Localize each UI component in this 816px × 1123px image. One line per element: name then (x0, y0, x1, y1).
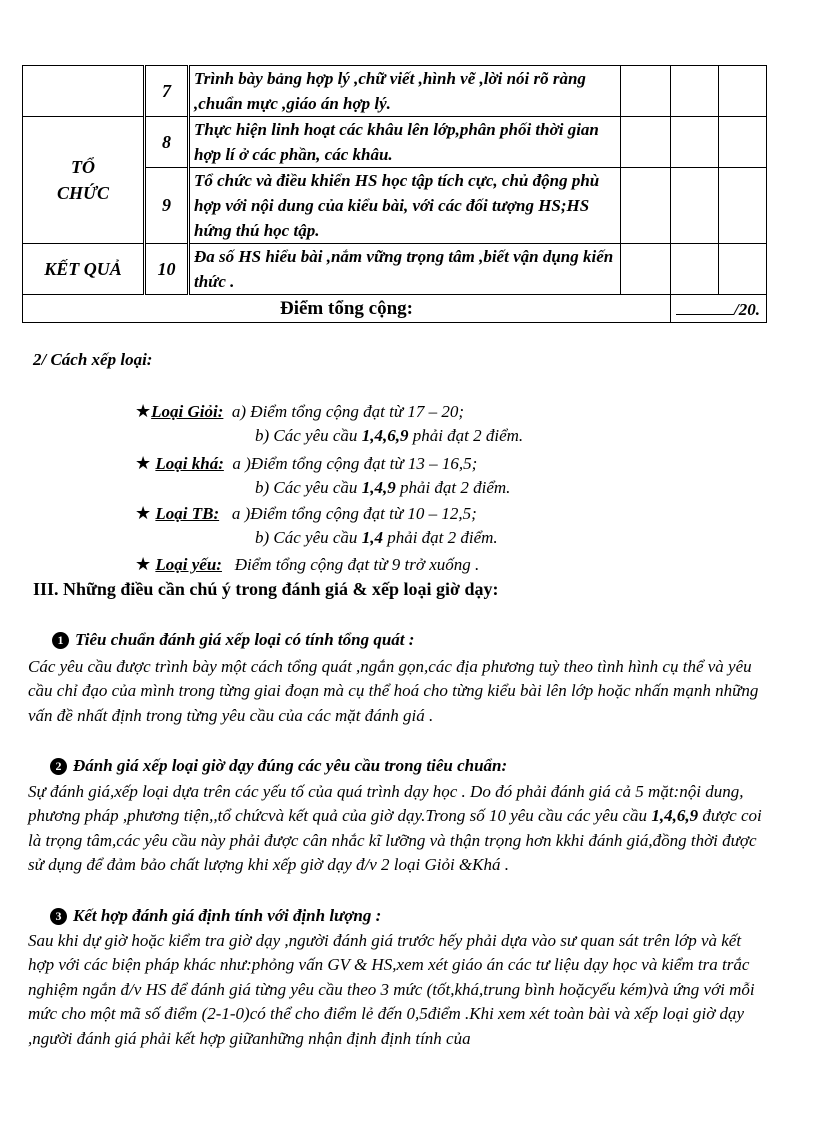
criterion-tb (135, 503, 477, 524)
note-title-text: Tiêu chuẩn đánh giá xếp loại có tính tổng quát : (75, 630, 415, 649)
note-1-body: Các yêu cầu được trình bày một cách tổng quát ,ngắn gọn,các địa phương tuỳ theo tình hình cụ thể và yêu cầu chỉ đạo của mình trong từng giai đoạn mà cụ thể hoá cho từng kiểu bài lên lớp hoặc nhấn mạnh những vấn đề nhất định trong từng yêu cầu của các mặt đánh giá . (28, 657, 759, 725)
note-2-text: được coi là trọng tâm,các yêu cầu này phải được cân nhắc kĩ lưỡng và thận trọng hơn kkhi đánh giá,đồng thời được sử dụng để đảm bảo chất lượng khi xếp giờ dạy đ/v 2 loại Giỏi &Khá . (28, 806, 762, 875)
requirement-text: Tổ chức và điều khiển HS học tập tích cực, chủ động phù hợp với nội dung của kiểu bài, với các đối tượng HS;HS hứng thú học tập. (189, 168, 621, 244)
criterion-a: a )Điểm tổng cộng đạt từ 13 – 16,5; (232, 454, 478, 473)
bullet-3-icon: 3 (50, 908, 67, 925)
category-cell: KẾT QUẢ (23, 244, 145, 295)
requirement-text: Thực hiện linh hoạt các khâu lên lớp,phân phối thời gian hợp lí ở các phần, các khâu. (189, 117, 621, 168)
score-cell (621, 244, 671, 295)
note-2-bold: 1,4,6,9 (651, 806, 699, 826)
criterion-b-text: phải đạt 2 điểm. (395, 478, 511, 497)
table-row (23, 66, 767, 117)
note-title-text: Kết hợp đánh giá định tính với định lượng : (73, 906, 382, 925)
total-score (671, 295, 767, 323)
criterion-gioi-b (255, 426, 523, 446)
score-cell (671, 244, 719, 295)
note-3-title (50, 906, 381, 926)
star-icon: ★ (135, 554, 152, 574)
criterion-a: a )Điểm tổng cộng đạt từ 10 – 12,5; (231, 504, 477, 523)
category-cell (23, 66, 145, 117)
criterion-b-bold: 1,4,9 (361, 478, 396, 497)
total-label: Điểm tổng cộng: (23, 295, 671, 323)
criterion-label: Loại Giỏi: (151, 402, 224, 421)
criterion-tb-b (255, 528, 498, 548)
criterion-label: Loại yếu: (155, 555, 222, 574)
criterion-b-bold: 1,4 (361, 528, 383, 547)
score-cell (719, 244, 767, 295)
criterion-b-text: b) Các yêu cầu (255, 478, 362, 497)
section-3-title: III. Những điều cần chú ý trong đánh giá & xếp loại giờ dạy: (33, 579, 499, 599)
criterion-kha-b (255, 478, 510, 498)
table-row (23, 244, 767, 295)
requirement-number: 7 (145, 66, 189, 117)
note-2-title (50, 756, 507, 776)
criterion-b-text: b) Các yêu cầu (255, 426, 362, 445)
criterion-b-text: phải đạt 2 điểm. (408, 426, 524, 445)
bullet-1-icon: 1 (52, 632, 69, 649)
category-cell-to-chuc (23, 117, 145, 244)
requirement-number: 10 (145, 244, 189, 295)
score-cell (719, 66, 767, 117)
star-icon: ★ (135, 401, 152, 421)
criterion-label: Loại khá: (155, 454, 224, 473)
score-cell (719, 117, 767, 168)
criterion-b-text: b) Các yêu cầu (255, 528, 362, 547)
category-label: TỔ CHỨC (57, 157, 109, 203)
total-score-blank (676, 298, 734, 315)
note-1-title (52, 630, 414, 650)
requirement-number: 8 (145, 117, 189, 168)
criterion-gioi (135, 401, 464, 422)
criterion-kha (135, 453, 477, 474)
star-icon: ★ (135, 503, 152, 523)
score-cell (671, 66, 719, 117)
note-2-body (28, 780, 763, 878)
evaluation-table (22, 65, 767, 323)
total-row (23, 295, 767, 323)
note-2-text: Sự đánh giá,xếp loại dựa trên các yếu tố của quá trình dạy học . Do đó phải đánh giá cả 5 mặt:nội dung, phương pháp ,phương tiện,,tổ chứcvà kết quả của giờ dạy.Trong số 10 yêu cầu các yêu cầu (28, 782, 744, 826)
score-cell (621, 66, 671, 117)
bullet-2-icon: 2 (50, 758, 67, 775)
requirement-text: Trình bày bảng hợp lý ,chữ viết ,hình vẽ ,lời nói rõ ràng ,chuẩn mực ,giáo án hợp lý. (189, 66, 621, 117)
criterion-a: Điểm tổng cộng đạt từ 9 trở xuống . (234, 555, 480, 574)
criterion-b-text: phải đạt 2 điểm. (382, 528, 498, 547)
table-row (23, 117, 767, 168)
score-cell (671, 168, 719, 244)
requirement-number: 9 (145, 168, 189, 244)
star-icon: ★ (135, 453, 152, 473)
score-cell (621, 117, 671, 168)
section-2-title: 2/ Cách xếp loại: (33, 350, 153, 369)
criterion-label: Loại TB: (155, 504, 220, 523)
total-max: /20. (734, 299, 760, 319)
score-cell (621, 168, 671, 244)
criterion-a: a) Điểm tổng cộng đạt từ 17 – 20; (231, 402, 465, 421)
note-title-text: Đánh giá xếp loại giờ dạy đúng các yêu cầu trong tiêu chuẩn: (73, 756, 508, 775)
note-3-body: Sau khi dự giờ hoặc kiểm tra giờ dạy ,người đánh giá trước hếy phải dựa vào sư quan sát trên lớp và kết hợp với các biện pháp khác như:phỏng vấn GV & HS,xem xét giáo án các tư liệu dạy học và kiểm tra trắc nghiệm ngắn đ/v HS để đánh giá từng yêu cầu theo 3 mức (tốt,khá,trung bình hoặcyếu kém)và ứng với mỗi mức cho một mã số điểm (2-1-0)có thể cho điểm lẻ đến 0,5điểm .Khi xem xét toàn bài và xếp loại giờ dạy ,người đánh giá phải kết hợp giữanhững nhận định định tính của (28, 931, 755, 1048)
criterion-yeu (135, 554, 479, 575)
score-cell (671, 117, 719, 168)
requirement-text: Đa số HS hiểu bài ,nắm vững trọng tâm ,biết vận dụng kiến thức . (189, 244, 621, 295)
score-cell (719, 168, 767, 244)
criterion-b-bold: 1,4,6,9 (361, 426, 409, 445)
